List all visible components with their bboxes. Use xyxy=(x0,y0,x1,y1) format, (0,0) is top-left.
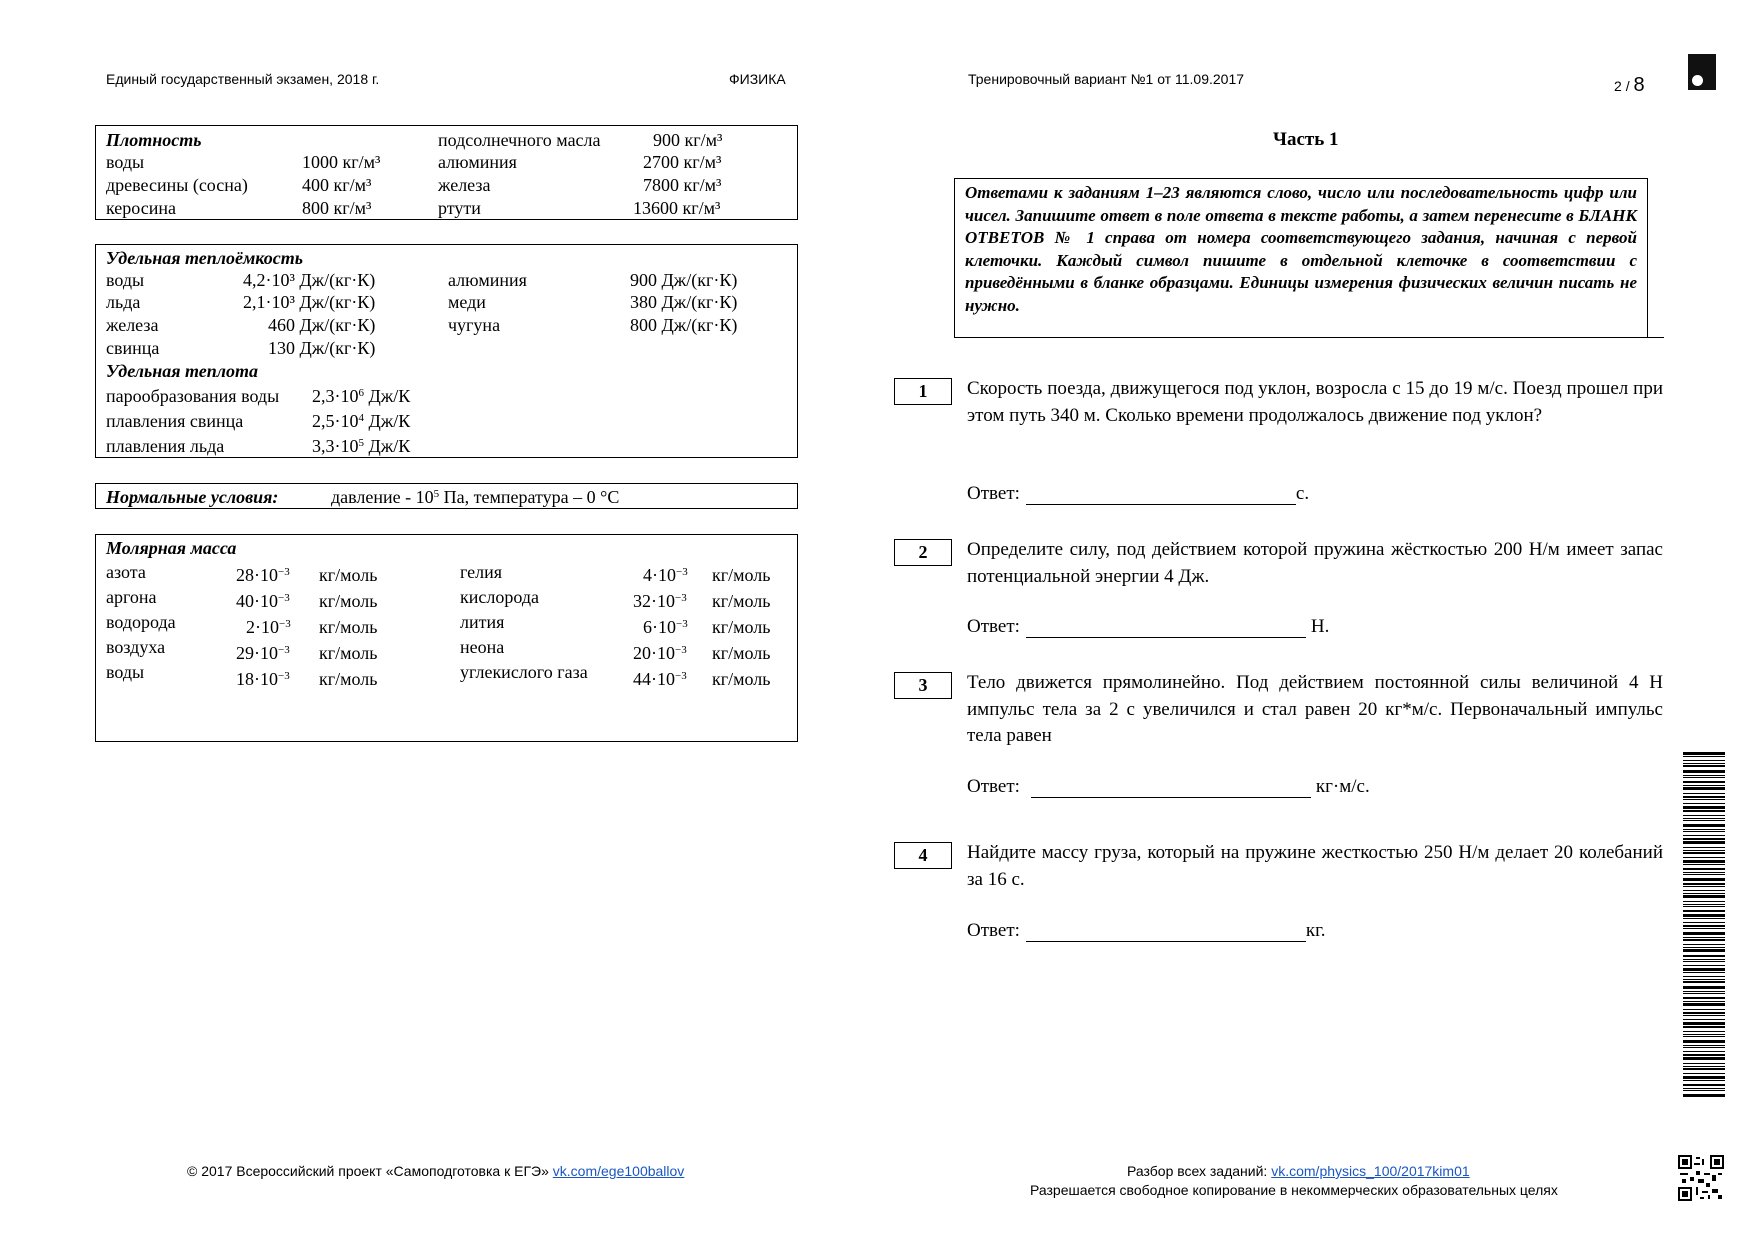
molar-name: воздуха xyxy=(106,637,166,657)
task-text: Тело движется прямолинейно. Под действием постоянной силы величиной 4 Н импульс тела за 2 с увеличился и стал равен 20 кг*м/с. Первоначальный импульс тела равен xyxy=(967,672,1663,746)
answer-row xyxy=(967,776,1370,798)
normal-conditions-temperature: Па, температура – 0 °С xyxy=(439,487,620,507)
heat-capacity-name: льда xyxy=(106,292,141,312)
molar-name: лития xyxy=(460,612,505,632)
specific-heat-unit: Дж/К xyxy=(364,436,411,456)
molar-exponent: −3 xyxy=(675,644,687,656)
molar-mantissa: 6·10 xyxy=(643,617,676,637)
task-number-box: 1 xyxy=(894,378,952,405)
specific-heat-exponent: 5 xyxy=(358,437,364,449)
heat-capacity-name: железа xyxy=(106,315,159,335)
density-value: 800 кг/м³ xyxy=(302,198,372,218)
density-value: 400 кг/м³ xyxy=(302,175,372,195)
molar-unit: кг/моль xyxy=(712,591,771,611)
molar-name: неона xyxy=(460,637,505,657)
molar-exponent: −3 xyxy=(675,592,687,604)
molar-value xyxy=(236,643,290,663)
molar-mass-title: Молярная масса xyxy=(106,538,237,558)
molar-unit: кг/моль xyxy=(319,591,378,611)
footer-analysis xyxy=(1127,1163,1470,1179)
molar-mantissa: 18·10 xyxy=(236,669,278,689)
heat-capacity-name: алюминия xyxy=(448,270,527,290)
answer-label: Ответ: xyxy=(967,776,1020,797)
specific-heat-mantissa: 2,5·10 xyxy=(312,411,359,431)
heat-capacity-value: 900 Дж/(кг·К) xyxy=(630,270,738,290)
specific-heat-exponent: 6 xyxy=(358,387,364,399)
density-name: железа xyxy=(438,175,491,195)
normal-conditions-exponent: 5 xyxy=(433,488,440,500)
molar-mass-table xyxy=(95,534,798,742)
molar-mantissa: 44·10 xyxy=(633,669,675,689)
molar-value xyxy=(246,617,291,637)
answer-label: Ответ: xyxy=(967,483,1020,504)
heat-capacity-value: 460 Дж/(кг·К) xyxy=(268,315,376,335)
task-number-box: 2 xyxy=(894,539,952,566)
molar-unit: кг/моль xyxy=(712,669,771,689)
task-text: Скорость поезда, движущегося под уклон, возросла с 15 до 19 м/с. Поезд прошел при этом путь 340 м. Сколько времени продолжалось движение под уклон? xyxy=(967,378,1663,426)
heat-capacity-value: 4,2·10³ Дж/(кг·К) xyxy=(243,270,376,290)
density-name: подсолнечного масла xyxy=(438,130,601,150)
page-number xyxy=(1614,74,1645,97)
task-text: Определите силу, под действием которой пружина жёсткостью 200 Н/м имеет запас потенциальной энергии 4 Дж. xyxy=(967,539,1663,587)
answer-label: Ответ: xyxy=(967,920,1020,941)
answer-unit: кг. xyxy=(1305,920,1326,941)
molar-value xyxy=(633,643,687,663)
answer-unit: с. xyxy=(1295,483,1310,504)
molar-name: гелия xyxy=(460,562,503,582)
molar-value xyxy=(236,591,290,611)
molar-value xyxy=(236,669,290,689)
molar-name: азота xyxy=(106,562,146,582)
heat-capacity-value: 800 Дж/(кг·К) xyxy=(630,315,738,335)
molar-value xyxy=(643,617,688,637)
molar-unit: кг/моль xyxy=(712,565,771,585)
heat-capacity-name: воды xyxy=(106,270,145,290)
molar-exponent: −3 xyxy=(278,592,290,604)
specific-heat-unit: Дж/К xyxy=(364,411,411,431)
molar-mantissa: 4·10 xyxy=(643,565,676,585)
answer-field[interactable] xyxy=(1031,777,1311,798)
density-title: Плотность xyxy=(106,130,202,150)
answer-field[interactable] xyxy=(1026,921,1306,942)
variant-title: Тренировочный вариант №1 от 11.09.2017 xyxy=(968,71,1245,87)
molar-name: кислорода xyxy=(460,587,539,607)
density-name: алюминия xyxy=(438,152,517,172)
molar-mantissa: 28·10 xyxy=(236,565,278,585)
molar-exponent: −3 xyxy=(676,618,688,630)
molar-name: водорода xyxy=(106,612,176,632)
instructions-box-tail xyxy=(1648,337,1664,338)
heat-capacity-value: 130 Дж/(кг·К) xyxy=(268,338,376,358)
molar-value xyxy=(633,669,687,689)
specific-heat-mantissa: 2,3·10 xyxy=(312,386,359,406)
molar-name: воды xyxy=(106,662,145,682)
density-value: 2700 кг/м³ xyxy=(643,152,722,172)
answer-unit: Н. xyxy=(1310,616,1330,637)
molar-exponent: −3 xyxy=(278,670,290,682)
normal-conditions-pressure: давление - 10 xyxy=(331,487,434,507)
density-name: ртути xyxy=(438,198,481,218)
density-name: древесины (сосна) xyxy=(106,175,248,195)
molar-unit: кг/моль xyxy=(319,565,378,585)
answer-label: Ответ: xyxy=(967,616,1020,637)
heat-capacity-name: меди xyxy=(448,292,486,312)
specific-heat-exponent: 4 xyxy=(358,412,364,424)
specific-heat-name: парообразования воды xyxy=(106,386,280,406)
molar-mantissa: 29·10 xyxy=(236,643,278,663)
molar-mantissa: 20·10 xyxy=(633,643,675,663)
copyright-link[interactable]: vk.com/ege100ballov xyxy=(552,1163,685,1179)
density-name: керосина xyxy=(106,198,176,218)
page-current: 2 xyxy=(1614,78,1622,94)
analysis-label: Разбор всех заданий: xyxy=(1127,1163,1268,1179)
heat-capacity-name: свинца xyxy=(106,338,160,358)
qr-code-icon xyxy=(1678,1155,1724,1201)
molar-exponent: −3 xyxy=(278,644,290,656)
molar-exponent: −3 xyxy=(675,670,687,682)
normal-conditions-value xyxy=(331,487,619,507)
heat-capacity-value: 2,1·10³ Дж/(кг·К) xyxy=(243,292,376,312)
task-number-box: 3 xyxy=(894,672,952,699)
answer-row xyxy=(967,483,1309,505)
footer-copyright xyxy=(187,1163,684,1179)
specific-heat-value xyxy=(312,411,410,431)
molar-exponent: −3 xyxy=(676,566,688,578)
page-separator: / xyxy=(1625,78,1630,94)
density-value: 13600 кг/м³ xyxy=(633,198,721,218)
molar-name: углекислого газа xyxy=(460,662,588,682)
heat-capacity-value: 380 Дж/(кг·К) xyxy=(630,292,738,312)
molar-value xyxy=(643,565,688,585)
specific-heat-mantissa: 3,3·10 xyxy=(312,436,359,456)
heat-capacity-title: Удельная теплоёмкость xyxy=(106,248,303,268)
density-value: 1000 кг/м³ xyxy=(302,152,381,172)
analysis-link[interactable]: vk.com/physics_100/2017kim01 xyxy=(1271,1163,1470,1179)
density-value: 900 кг/м³ xyxy=(653,130,723,150)
molar-value xyxy=(236,565,290,585)
molar-mantissa: 2·10 xyxy=(246,617,279,637)
molar-unit: кг/моль xyxy=(319,669,378,689)
normal-conditions-title: Нормальные условия: xyxy=(106,487,279,507)
instructions-box: Ответами к заданиям 1–23 являются слово, число или последовательность цифр или чисел. Запишите ответ в поле ответа в тексте работы, а затем перенесите в БЛАНК ОТВЕТОВ № 1 справа от номера соответствующего задания, начиная с первой клеточки. Каждый символ пишите в отдельной клеточке в соответствии с приведёнными в бланке образцами. Единицы измерения физических величин писать не нужно. xyxy=(954,178,1648,338)
answer-unit: кг·м/с. xyxy=(1315,776,1370,797)
specific-heat-unit: Дж/К xyxy=(364,386,411,406)
answer-row xyxy=(967,616,1329,638)
answer-row xyxy=(967,920,1326,942)
copyright-text: © 2017 Всероссийский проект «Самоподготовка к ЕГЭ» xyxy=(187,1163,549,1179)
corner-marker-icon xyxy=(1688,54,1716,90)
answer-field[interactable] xyxy=(1026,617,1306,638)
answer-field[interactable] xyxy=(1026,484,1296,505)
task-number-box: 4 xyxy=(894,842,952,869)
barcode-icon xyxy=(1683,752,1725,1100)
part-title: Часть 1 xyxy=(1273,129,1339,150)
molar-unit: кг/моль xyxy=(712,643,771,663)
molar-mantissa: 40·10 xyxy=(236,591,278,611)
heat-capacity-name: чугуна xyxy=(448,315,501,335)
specific-heat-title: Удельная теплота xyxy=(106,361,258,381)
specific-heat-value xyxy=(312,436,410,456)
molar-exponent: −3 xyxy=(278,566,290,578)
molar-mantissa: 32·10 xyxy=(633,591,675,611)
molar-value xyxy=(633,591,687,611)
specific-heat-name: плавления свинца xyxy=(106,411,244,431)
molar-unit: кг/моль xyxy=(319,643,378,663)
density-name: воды xyxy=(106,152,145,172)
exam-title: Единый государственный экзамен, 2018 г. xyxy=(106,71,380,87)
task-text: Найдите массу груза, который на пружине жесткостью 250 Н/м делает 20 колебаний за 16 с. xyxy=(967,842,1663,890)
molar-unit: кг/моль xyxy=(319,617,378,637)
molar-exponent: −3 xyxy=(279,618,291,630)
specific-heat-name: плавления льда xyxy=(106,436,225,456)
molar-name: аргона xyxy=(106,587,157,607)
footer-license: Разрешается свободное копирование в некоммерческих образовательных целях xyxy=(1030,1182,1558,1198)
molar-unit: кг/моль xyxy=(712,617,771,637)
density-value: 7800 кг/м³ xyxy=(643,175,722,195)
page-total: 8 xyxy=(1633,74,1645,96)
subject-title: ФИЗИКА xyxy=(729,71,786,87)
specific-heat-value xyxy=(312,386,410,406)
